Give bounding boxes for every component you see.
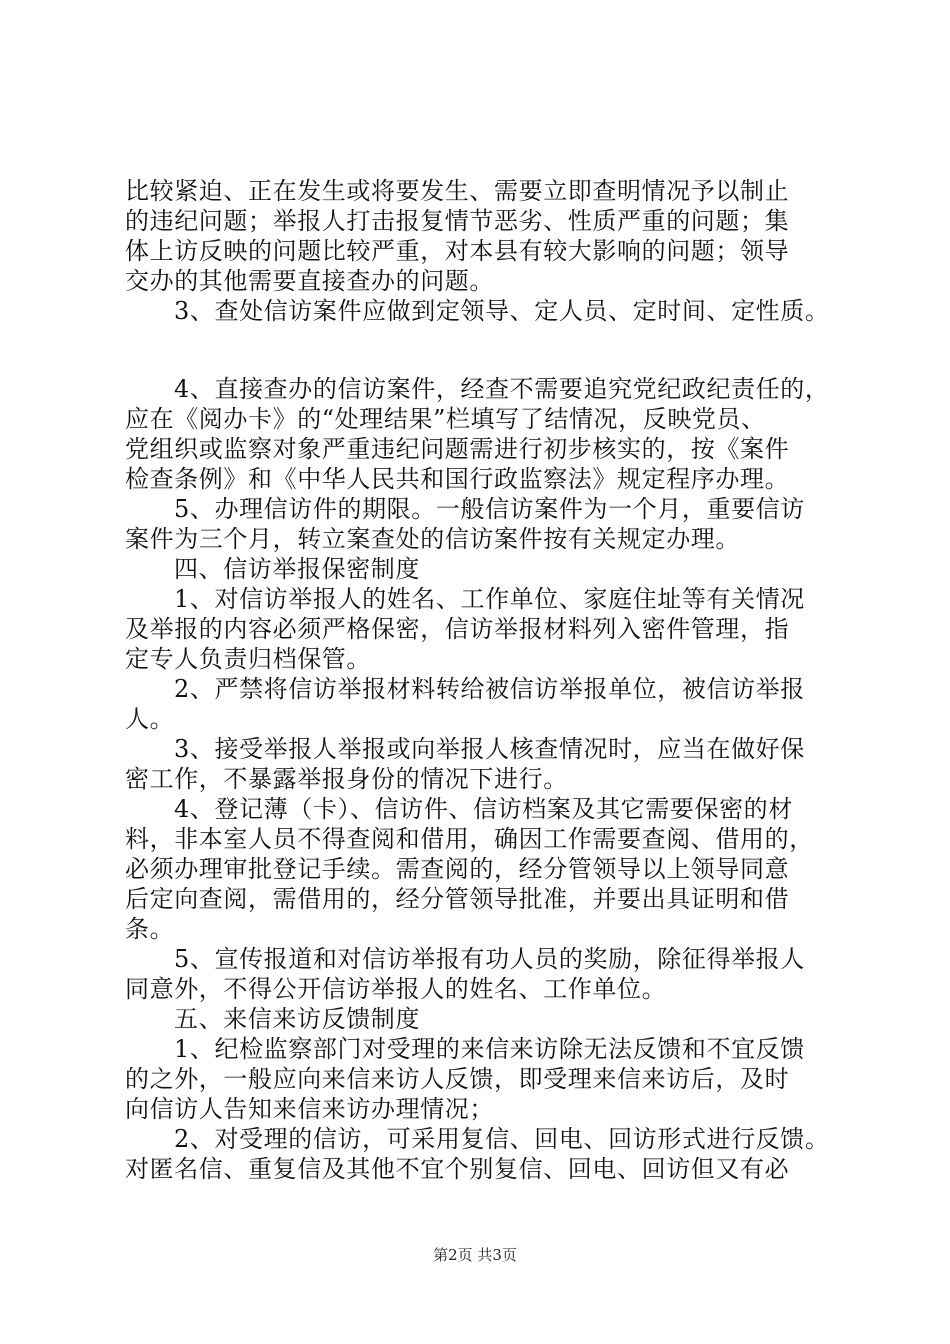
- text-line: 人。: [125, 705, 175, 733]
- text-line: 密工作，不暴露举报身份的情况下进行。: [125, 765, 568, 793]
- text-line: 同意外，不得公开信访举报人的姓名、工作单位。: [125, 975, 667, 1003]
- text-line: 的之外，一般应向来信来访人反馈，即受理来信来访后，及时: [125, 1065, 790, 1093]
- text-line: 应在《阅办卡》的“处理结果”栏填写了结情况，反映党员、: [125, 405, 766, 433]
- text-line: 向信访人告知来信来访办理情况；: [125, 1095, 494, 1123]
- paragraph-item-4: 4、登记薄（卡）、信访件、信访档案及其它需要保密的材: [174, 795, 793, 823]
- text-line: 交办的其他需要直接查办的问题。: [125, 267, 494, 295]
- text-line: 党组织或监察对象严重违纪问题需进行初步核实的，按《案件: [125, 435, 790, 463]
- text-line: 料，非本室人员不得查阅和借用，确因工作需要查阅、借用的，: [125, 825, 814, 853]
- text-line: 的违纪问题；举报人打击报复情节恶劣、性质严重的问题；集: [125, 207, 790, 235]
- paragraph-item-5: 5、办理信访件的期限。一般信访案件为一个月，重要信访: [174, 495, 805, 523]
- text-line: 检查条例》和《中华人民共和国行政监察法》规定程序办理。: [125, 465, 790, 493]
- text-line: 案件为三个月，转立案查处的信访案件按有关规定办理。: [125, 525, 740, 553]
- paragraph-item-3: 3、接受举报人举报或向举报人核查情况时，应当在做好保: [174, 735, 805, 763]
- text-line: 定专人负责归档保管。: [125, 645, 371, 673]
- body-text: [125, 176, 845, 1184]
- paragraph-item-1: 1、对信访举报人的姓名、工作单位、家庭住址等有关情况: [174, 585, 805, 613]
- paragraph-item-5: 5、宣传报道和对信访举报有功人员的奖励，除征得举报人: [174, 945, 805, 973]
- paragraph-item-2: 2、严禁将信访举报材料转给被信访举报单位，被信访举报: [174, 675, 805, 703]
- text-line: 对匿名信、重复信及其他不宜个别复信、回电、回访但又有必: [125, 1155, 790, 1183]
- text-line: 体上访反映的问题比较严重，对本县有较大影响的问题；领导: [125, 237, 790, 265]
- paragraph-gap: [125, 326, 845, 374]
- page-footer: 第2页 共3页: [433, 1246, 517, 1264]
- paragraph-item-2: 2、对受理的信访，可采用复信、回电、回访形式进行反馈。: [174, 1125, 830, 1153]
- text-line: 比较紧迫、正在发生或将要发生、需要立即查明情况予以制止: [125, 177, 790, 205]
- paragraph-item-3: 3、查处信访案件应做到定领导、定人员、定时间、定性质。: [174, 297, 830, 325]
- text-line: 条。: [125, 915, 175, 943]
- section-heading: 四、信访举报保密制度: [174, 555, 420, 583]
- paragraph-item-4: 4、直接查办的信访案件，经查不需要追究党纪政纪责任的，: [174, 375, 830, 403]
- section-heading: 五、来信来访反馈制度: [174, 1005, 420, 1033]
- paragraph-item-1: 1、纪检监察部门对受理的来信来访除无法反馈和不宜反馈: [174, 1035, 805, 1063]
- text-line: 必须办理审批登记手续。需查阅的，经分管领导以上领导同意: [125, 855, 790, 883]
- text-line: 及举报的内容必须严格保密，信访举报材料列入密件管理，指: [125, 615, 790, 643]
- text-line: 后定向查阅，需借用的，经分管领导批准，并要出具证明和借: [125, 885, 790, 913]
